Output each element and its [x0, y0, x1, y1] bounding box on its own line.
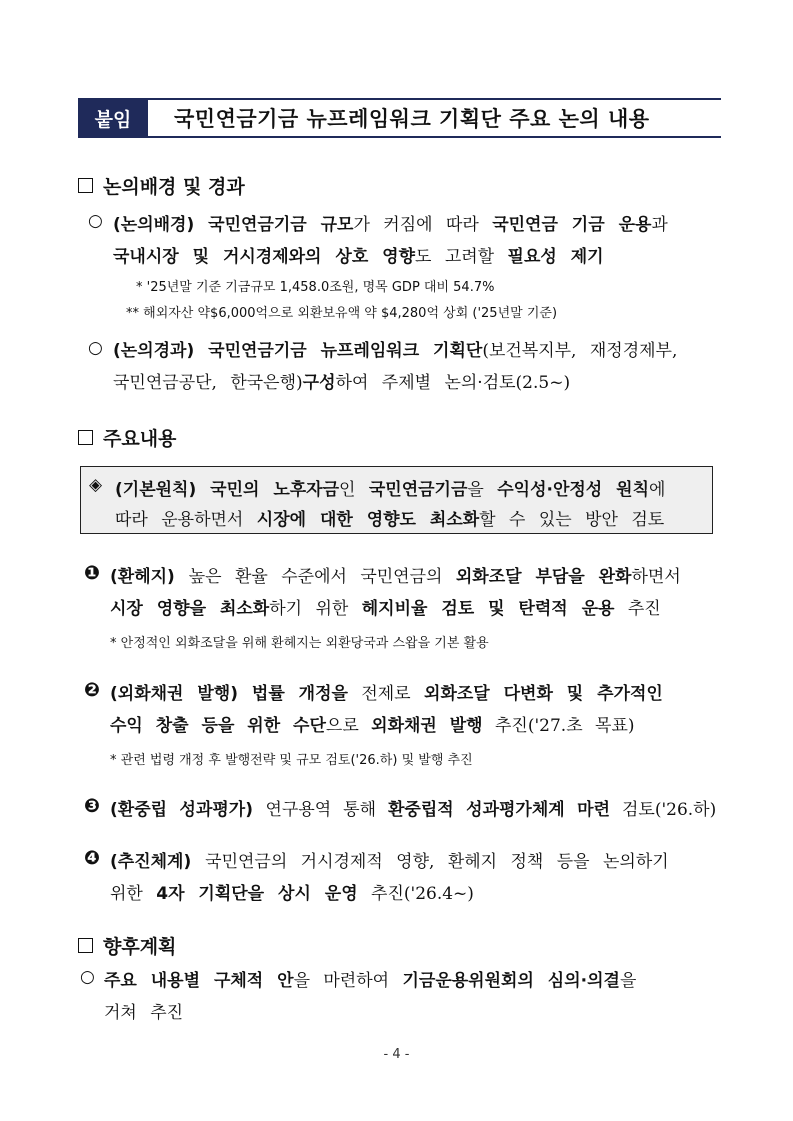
section-heading-label: 향후계획	[103, 936, 177, 958]
text-run: 위한	[110, 884, 157, 904]
text-run: 따라 운용하면서	[115, 510, 257, 530]
principle-callout-box	[80, 466, 713, 534]
checkbox-square-icon	[78, 938, 93, 953]
section-heading-plan	[78, 932, 176, 959]
text-run: 국민연금공단, 한국은행)	[113, 373, 303, 393]
checkbox-square-icon	[78, 178, 93, 193]
text-run: 연구용역 통해	[265, 800, 388, 820]
background-p1-line1	[113, 210, 668, 235]
text-run: 도 고려할	[415, 247, 508, 267]
item2-line2	[110, 711, 635, 736]
bold-text-run: 수익 창출 등을 위한 수단	[110, 716, 326, 736]
text-run: 과	[651, 215, 668, 235]
bold-text-run: (논의경과) 국민연금기금 뉴프레임워크 기획단	[113, 341, 483, 361]
text-run: 으로	[325, 716, 372, 736]
section-heading-background	[78, 172, 245, 199]
bold-text-run: (외화채권 발행) 법률 개정을	[110, 684, 348, 704]
item1-line1	[110, 562, 681, 587]
attachment-header	[78, 98, 721, 138]
text-run: 추진('26.4~)	[357, 884, 474, 904]
item-number-3: ❸	[84, 795, 101, 817]
plan-line2	[104, 998, 183, 1023]
bullet-circle-icon: ○	[88, 211, 103, 231]
bold-text-run: (기본원칙) 국민의 노후자금	[115, 480, 340, 500]
bold-text-run: 4자 기획단을 상시 운영	[156, 884, 358, 904]
bold-text-run: 국민연금기금 규모	[208, 215, 354, 235]
item-number-4: ❹	[84, 847, 101, 869]
bold-text-run: 필요성 제기	[507, 247, 604, 267]
bold-text-run: 주요 내용별 구체적 안	[104, 971, 294, 991]
bold-text-run: 헤지비율 검토 및 탄력적 운용	[361, 599, 615, 619]
bold-text-run: 수익성·안정성 원칙	[497, 480, 649, 500]
item2-line1	[110, 679, 663, 704]
section-heading-main	[78, 424, 176, 451]
diamond-bullet-icon: ◈	[89, 475, 103, 495]
item-number-1: ❶	[84, 562, 101, 584]
text-run: 검토('26.하)	[610, 800, 717, 820]
page-title: 국민연금기금 뉴프레임워크 기획단 주요 논의 내용	[174, 107, 650, 131]
text-run: 하기 위한	[269, 599, 362, 619]
plan-line1	[104, 966, 636, 991]
text-run: 전제로	[347, 684, 425, 704]
text-run: 추진	[614, 599, 661, 619]
text-run: 국민연금의 거시경제적 영향, 환헤지 정책 등을 논의하기	[205, 852, 669, 872]
bullet-circle-icon: ○	[80, 967, 95, 987]
text-run: 을	[467, 480, 498, 500]
text-run: 높은 환율 수준에서 국민연금의	[188, 567, 456, 587]
page-number: - 4 -	[383, 1047, 410, 1062]
bold-text-run: 외화채권 발행	[371, 716, 483, 736]
bold-text-run: (논의배경)	[113, 215, 209, 235]
bold-text-run: 국내시장 및 거시경제와의 상호 영향	[113, 247, 416, 267]
section-heading-label: 주요내용	[103, 428, 177, 450]
text-run: 할 수 있는 방안 검토	[479, 510, 665, 530]
bold-text-run: 국민연금 기금 운용	[492, 215, 652, 235]
text-run: 을	[619, 971, 637, 991]
item4-line2	[110, 879, 474, 904]
bold-text-run: 시장 영향을 최소화	[110, 599, 270, 619]
text-run: 을 마련하여	[293, 971, 403, 991]
item2-note: * 관련 법령 개정 후 발행전략 및 규모 검토('26.하) 및 발행 추진	[110, 753, 473, 768]
item1-note: * 안정적인 외화조달을 위해 환헤지는 외환당국과 스왑을 기본 활용	[110, 636, 489, 651]
background-p2-line2	[113, 368, 570, 393]
bold-text-run: 외화조달 부담을 완화	[455, 567, 632, 587]
bold-text-run: (추진체계)	[110, 852, 206, 872]
checkbox-square-icon	[78, 430, 93, 445]
bold-text-run: 환중립적 성과평가체계 마련	[387, 800, 611, 820]
text-run: 하면서	[631, 567, 681, 587]
text-run: 에	[649, 480, 666, 500]
background-p1-note1: * '25년말 기준 기금규모 1,458.0조원, 명목 GDP 대비 54.7%	[136, 280, 495, 295]
bold-text-run: 기금운용위원회의 심의·의결	[402, 971, 620, 991]
text-run: 거쳐 추진	[104, 1003, 184, 1023]
bold-text-run: 외화조달 다변화 및 추가적인	[424, 684, 663, 704]
section-heading-label: 논의배경 및 경과	[103, 176, 245, 198]
text-run: 인	[339, 480, 369, 500]
callout-line1	[115, 475, 665, 500]
text-run: 하여 주제별 논의·검토(2.5~)	[335, 373, 571, 393]
background-p2-line1	[113, 336, 677, 361]
item-number-2: ❷	[84, 679, 101, 701]
background-p1-line2	[113, 242, 604, 267]
attachment-badge: 붙임	[78, 98, 148, 138]
bold-text-run: 시장에 대한 영향도 최소화	[256, 510, 480, 530]
bold-text-run: 구성	[302, 373, 336, 393]
text-run: 추진('27.초 목표)	[482, 716, 635, 736]
text-run: 가 커짐에 따라	[353, 215, 493, 235]
background-p1-note2: ** 해외자산 약$6,000억으로 외환보유액 약 $4,280억 상회 ('25년말 기준)	[126, 306, 558, 321]
bold-text-run: (환헤지)	[110, 567, 189, 587]
item3-line1	[110, 795, 716, 820]
item1-line2	[110, 594, 661, 619]
bullet-circle-icon: ○	[88, 338, 103, 358]
callout-line2	[115, 505, 664, 530]
bold-text-run: (환중립 성과평가)	[110, 800, 266, 820]
bold-text-run: 국민연금기금	[368, 480, 468, 500]
item4-line1	[110, 847, 669, 872]
text-run: (보건복지부, 재정경제부,	[482, 341, 678, 361]
